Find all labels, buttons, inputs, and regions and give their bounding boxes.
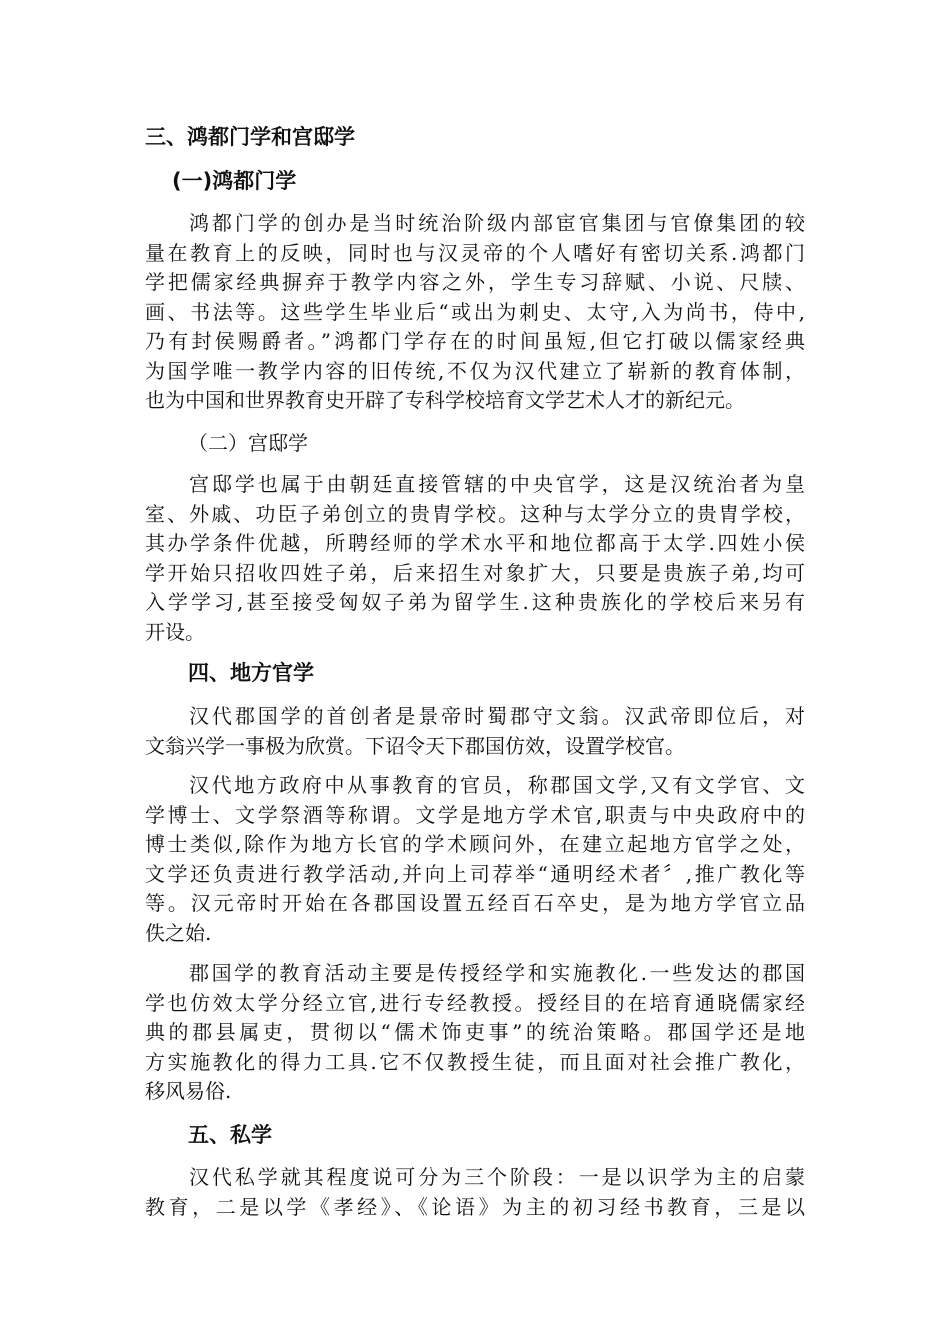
text-line: 移风易俗. bbox=[145, 1079, 232, 1103]
paragraph-private-schools bbox=[145, 1163, 805, 1222]
text-line: 学博士、文学祭酒等称谓。文学是地方学术官,职责与中央政府中的 bbox=[145, 802, 805, 827]
text-line: 宫邸学也属于由朝廷直接管辖的中央官学，这是汉统治者为皇 bbox=[189, 472, 805, 496]
subsection-heading-hongdumen: (一)鸿都门学 bbox=[172, 169, 297, 193]
section-heading-3: 三、鸿都门学和宫邸学 bbox=[145, 125, 355, 149]
text-line: 学把儒家经典摒弃于教学内容之外，学生专习辞赋、小说、尺牍、 bbox=[145, 270, 805, 294]
text-line: 学开始只招收四姓子弟，后来招生对象扩大，只要是贵族子弟,均可 bbox=[145, 560, 805, 585]
text-line: 教育，二是以学《孝经》、《论语》为主的初习经书教育，三是以 bbox=[145, 1194, 805, 1219]
text-line: 为国学唯一教学内容的旧传统,不仅为汉代建立了崭新的教育体制， bbox=[145, 358, 805, 383]
text-line: 方实施教化的得力工具.它不仅教授生徒，而且面对社会推广教化， bbox=[145, 1049, 805, 1074]
text-line: 画、书法等。这些学生毕业后“或出为刺史、太守,入为尚书，侍中, bbox=[145, 299, 805, 324]
text-line: 量在教育上的反映，同时也与汉灵帝的个人嗜好有密切关系.鸿都门 bbox=[145, 240, 805, 265]
text-line: 乃有封侯赐爵者。”鸿都门学存在的时间虽短,但它打破以儒家经典 bbox=[145, 329, 805, 353]
text-line: 开设。 bbox=[145, 619, 205, 644]
text-line: 文学还负责进行教学活动,并向上司荐举“通明经术者〞,推广教化等 bbox=[145, 861, 805, 886]
text-line: 汉代私学就其程度说可分为三个阶段：一是以识学为主的启蒙 bbox=[189, 1165, 805, 1189]
text-line: 汉代地方政府中从事教育的官员，称郡国文学,又有文学官、文 bbox=[189, 773, 805, 797]
text-line: 郡国学的教育活动主要是传授经学和实施教化.一些发达的郡国 bbox=[189, 961, 805, 985]
paragraph-local-schools bbox=[145, 702, 805, 761]
text-line: 学也仿效太学分经立官,进行专经教授。授经目的在培育通晓儒家经 bbox=[145, 990, 805, 1015]
text-line: 佚之始. bbox=[145, 920, 212, 945]
text-line: 入学学习,甚至接受匈奴子弟为留学生.这种贵族化的学校后来另有 bbox=[145, 590, 805, 614]
paragraph-education-activities bbox=[145, 959, 805, 1107]
text-line: 汉代郡国学的首创者是景帝时蜀郡守文翁。汉武帝即位后，对 bbox=[189, 704, 805, 728]
text-line: 室、外戚、功臣子弟创立的贵胄学校。这种与太学分立的贵胄学校， bbox=[145, 501, 805, 526]
text-line: 鸿都门学的创办是当时统治阶级内部宦官集团与官僚集团的较 bbox=[189, 211, 805, 235]
text-line: 文翁兴学一事极为欣赏。下诏令天下郡国仿效，设置学校官。 bbox=[145, 733, 685, 758]
text-line: 博士类似,除作为地方长官的学术顾问外，在建立起地方官学之处， bbox=[145, 832, 805, 856]
paragraph-gongdi bbox=[145, 470, 805, 647]
text-line: 其办学条件优越，所聘经师的学术水平和地位都高于太学.四姓小侯 bbox=[145, 531, 805, 555]
subsection-heading-gongdi: （二）宫邸学 bbox=[188, 431, 308, 455]
paragraph-local-officials bbox=[145, 771, 805, 948]
text-line: 也为中国和世界教育史开辟了专科学校培育文学艺术人才的新纪元。 bbox=[145, 388, 745, 412]
section-heading-4: 四、地方官学 bbox=[188, 661, 314, 685]
text-line: 典的郡县属吏，贯彻以“儒术饰吏事”的统治策略。郡国学还是地 bbox=[145, 1020, 805, 1044]
paragraph-hongdumen bbox=[145, 209, 805, 416]
section-heading-5: 五、私学 bbox=[188, 1123, 272, 1147]
text-line: 等。汉元帝时开始在各郡国设置五经百石卒史，是为地方学官立品 bbox=[145, 891, 805, 915]
